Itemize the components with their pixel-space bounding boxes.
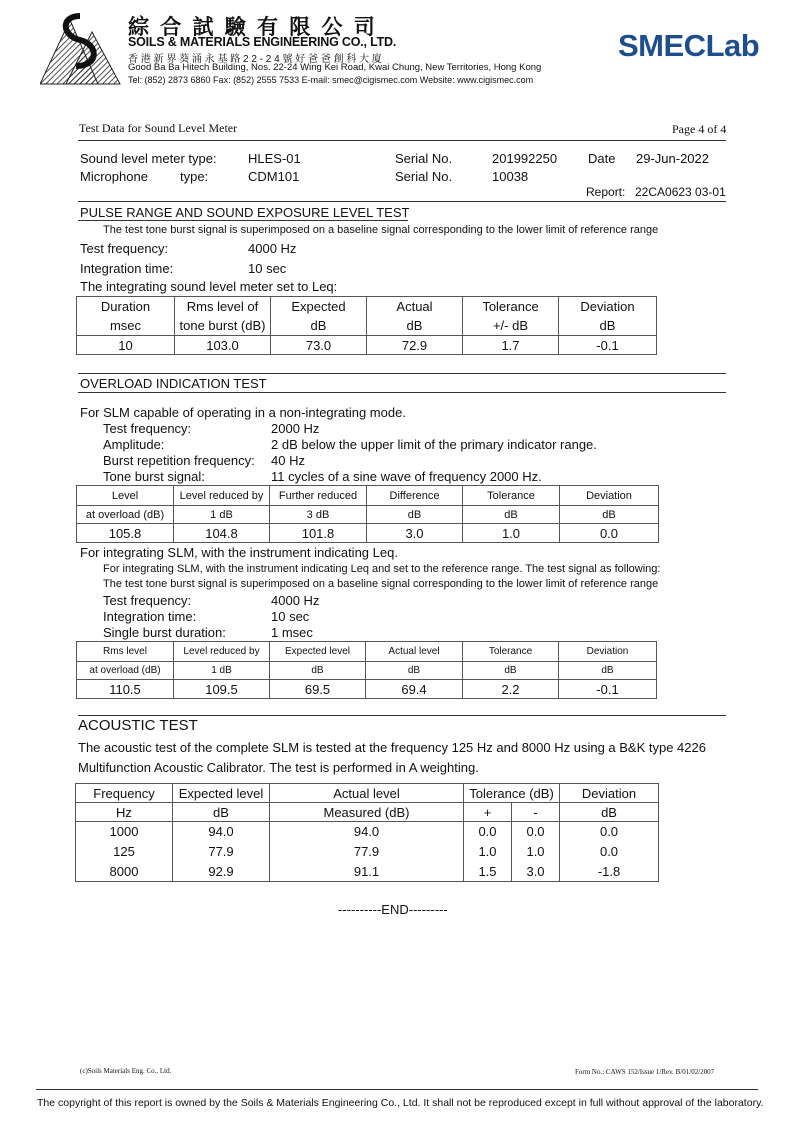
footer-form-number: Form No.: CAWS 152/Issue 1/Rev. B/01/02/2007	[575, 1068, 715, 1076]
overload-amplitude-label: Amplitude:	[103, 437, 165, 452]
report-label: Report:	[586, 185, 626, 199]
overload-frequency-value: 2000 Hz	[271, 421, 320, 436]
overload-table-1	[76, 485, 659, 543]
overload-heading: OVERLOAD INDICATION TEST	[80, 376, 267, 391]
table-header-cell: Duration	[77, 297, 175, 317]
pulse-integration-label: Integration time:	[80, 261, 174, 276]
single-burst-value: 1 msec	[271, 625, 313, 640]
company-english-name: SOILS & MATERIALS ENGINEERING CO., LTD.	[128, 35, 397, 49]
table-cell: 103.0	[175, 336, 271, 355]
table-cell: -1.8	[560, 862, 659, 882]
table-header-cell: at overload (dB)	[77, 662, 174, 680]
table-header-cell: Deviation	[559, 297, 657, 317]
pulse-heading: PULSE RANGE AND SOUND EXPOSURE LEVEL TEST	[80, 205, 410, 220]
table-cell: 69.5	[270, 680, 366, 699]
table-cell: 3.0	[512, 862, 560, 882]
footer-divider	[36, 1089, 758, 1090]
table-row	[77, 680, 657, 699]
document-title: Test Data for Sound Level Meter	[79, 121, 238, 135]
tone-burst-value: 11 cycles of a sine wave of frequency 2000 Hz.	[271, 469, 542, 484]
overload-integration-2-value: 10 sec	[271, 609, 310, 624]
table-header-cell: Frequency	[76, 784, 173, 803]
date-value: 29-Jun-2022	[636, 151, 709, 166]
copyright-notice: The copyright of this report is owned by the Soils & Materials Engineering Co., Ltd. It shall not be reproduced except in full without approval of the laboratory.	[37, 1097, 764, 1109]
table-row	[76, 822, 659, 842]
table-header-cell: -	[512, 803, 560, 822]
pulse-heading-underline	[78, 220, 408, 221]
table-cell: 10	[77, 336, 175, 355]
overload-intro: For SLM capable of operating in a non-integrating mode.	[80, 405, 406, 420]
overload-intro-2: For integrating SLM, with the instrument indicating Leq.	[80, 545, 398, 560]
table-header-cell: Hz	[76, 803, 173, 822]
table-header-cell: dB	[173, 803, 270, 822]
table-header-cell: +	[464, 803, 512, 822]
company-logo	[40, 10, 122, 86]
table-header-cell: Level reduced by	[174, 486, 270, 506]
table-header-cell: dB	[367, 506, 463, 524]
microphone-type-label: type:	[180, 169, 209, 184]
table-header-cell: Measured (dB)	[270, 803, 464, 822]
date-label: Date	[588, 151, 616, 166]
table-cell: 69.4	[366, 680, 463, 699]
overload-description-2b: The test tone burst signal is superimposed on a baseline signal corresponding to the lower limit of reference range	[103, 578, 659, 590]
table-header-cell: tone burst (dB)	[175, 317, 271, 336]
table-header-cell: Deviation	[559, 642, 657, 662]
serial-label-2: Serial No.	[395, 169, 453, 184]
table-header-cell: dB	[559, 317, 657, 336]
burst-repetition-value: 40 Hz	[271, 453, 305, 468]
company-chinese-name: 綜 合 試 驗 有 限 公 司	[128, 15, 378, 39]
header-divider	[78, 140, 726, 141]
pulse-table-header-row-2	[77, 317, 657, 336]
table-header-cell: Level	[77, 486, 174, 506]
acoustic-description-2: Multifunction Acoustic Calibrator. The test is performed in A weighting.	[78, 760, 479, 775]
overload-frequency-2-value: 4000 Hz	[271, 593, 320, 608]
table-cell: 73.0	[271, 336, 367, 355]
pulse-frequency-value: 4000 Hz	[248, 241, 297, 256]
table-row	[77, 524, 659, 543]
table-cell: 105.8	[77, 524, 174, 543]
table-header-cell: dB	[463, 506, 560, 524]
footer-left-note: (c)Soils Materials Eng. Co., Ltd.	[80, 1067, 172, 1075]
table-cell: 1.0	[463, 524, 560, 543]
table-cell: 91.1	[270, 862, 464, 882]
overload-table-2-header-row-2	[77, 662, 657, 680]
table-header-cell: Actual level	[366, 642, 463, 662]
microphone-label: Microphone	[80, 169, 148, 184]
table-cell: 1.0	[512, 842, 560, 862]
table-header-cell: Difference	[367, 486, 463, 506]
table-cell: -0.1	[559, 680, 657, 699]
lab-logo-text: SMECLab	[618, 28, 760, 63]
serial-label-1: Serial No.	[395, 151, 453, 166]
overload-integration-2-label: Integration time:	[103, 609, 197, 624]
section-divider	[78, 373, 726, 374]
table-cell: 125	[76, 842, 173, 862]
pulse-integration-value: 10 sec	[248, 261, 287, 276]
pulse-description: The test tone burst signal is superimposed on a baseline signal corresponding to the lower limit of reference range	[103, 224, 659, 236]
table-cell: 94.0	[173, 822, 270, 842]
overload-frequency-label: Test frequency:	[103, 421, 192, 436]
burst-repetition-label: Burst repetition frequency:	[103, 453, 255, 468]
table-cell: 0.0	[560, 822, 659, 842]
table-cell: 110.5	[77, 680, 174, 699]
table-cell: -0.1	[559, 336, 657, 355]
table-cell: 104.8	[174, 524, 270, 543]
table-header-cell: dB	[366, 662, 463, 680]
table-header-cell: dB	[559, 662, 657, 680]
table-cell: 1.0	[464, 842, 512, 862]
table-header-cell: dB	[270, 662, 366, 680]
acoustic-table-header-row-2	[76, 803, 659, 822]
table-header-cell: Expected level	[173, 784, 270, 803]
company-contact: Tel: (852) 2873 6860 Fax: (852) 2555 7533 E-mail: smec@cigismec.com Website: www.cigismec.com	[128, 75, 534, 85]
single-burst-label: Single burst duration:	[103, 625, 226, 640]
overload-table-2	[76, 641, 657, 699]
table-row	[76, 842, 659, 862]
acoustic-heading: ACOUSTIC TEST	[78, 717, 198, 734]
table-cell: 2.2	[463, 680, 559, 699]
table-cell: 92.9	[173, 862, 270, 882]
overload-frequency-2-label: Test frequency:	[103, 593, 192, 608]
table-header-cell: Rms level	[77, 642, 174, 662]
table-header-cell: dB	[271, 317, 367, 336]
overload-amplitude-value: 2 dB below the upper limit of the primary indicator range.	[271, 437, 597, 452]
overload-table-1-header-row-2	[77, 506, 659, 524]
tone-burst-label: Tone burst signal:	[103, 469, 205, 484]
serial-value-2: 10038	[492, 169, 529, 184]
table-cell: 77.9	[173, 842, 270, 862]
table-cell: 77.9	[270, 842, 464, 862]
table-cell: 101.8	[270, 524, 367, 543]
table-cell: 1000	[76, 822, 173, 842]
table-header-cell: Tolerance	[463, 297, 559, 317]
table-header-cell: Actual	[367, 297, 463, 317]
pulse-table-header-row-1	[77, 297, 657, 317]
table-header-cell: Expected	[271, 297, 367, 317]
slm-type-label: Sound level meter type:	[80, 151, 217, 166]
table-header-cell: Further reduced	[270, 486, 367, 506]
table-cell: 1.7	[463, 336, 559, 355]
table-header-cell: 1 dB	[174, 662, 270, 680]
table-header-cell: 1 dB	[174, 506, 270, 524]
table-cell: 8000	[76, 862, 173, 882]
pulse-table	[76, 296, 657, 355]
table-cell: 0.0	[512, 822, 560, 842]
table-row	[76, 862, 659, 882]
table-cell: 72.9	[367, 336, 463, 355]
table-header-cell: Level reduced by	[174, 642, 270, 662]
table-header-cell: Rms level of	[175, 297, 271, 317]
table-cell: 0.0	[464, 822, 512, 842]
table-header-cell: dB	[560, 506, 659, 524]
page-number: Page 4 of 4	[672, 122, 727, 136]
end-marker: ----------END---------	[338, 902, 448, 917]
overload-heading-underline	[78, 392, 726, 393]
pulse-note: The integrating sound level meter set to Leq:	[80, 279, 338, 294]
table-header-cell: dB	[560, 803, 659, 822]
table-header-cell: dB	[463, 662, 559, 680]
acoustic-table-header-row-1	[76, 784, 659, 803]
pulse-frequency-label: Test frequency:	[80, 241, 169, 256]
microphone-value: CDM101	[248, 169, 300, 184]
meta-divider	[78, 201, 726, 202]
table-cell: 1.5	[464, 862, 512, 882]
table-header-cell: at overload (dB)	[77, 506, 174, 524]
table-header-cell: 3 dB	[270, 506, 367, 524]
company-chinese-address: 香 港 新 界 葵 涌 永 基 路 2 2 - 2 4 號 好 爸 爸 創 科 大 廈	[128, 54, 382, 65]
table-cell: 109.5	[174, 680, 270, 699]
table-header-cell: +/- dB	[463, 317, 559, 336]
table-header-cell: Deviation	[560, 784, 659, 803]
table-row	[77, 336, 657, 355]
table-header-cell: Expected level	[270, 642, 366, 662]
table-header-cell: dB	[367, 317, 463, 336]
table-cell: 0.0	[560, 842, 659, 862]
acoustic-description-1: The acoustic test of the complete SLM is tested at the frequency 125 Hz and 8000 Hz using a B&K type 4226	[78, 740, 706, 755]
overload-description-2a: For integrating SLM, with the instrument indicating Leq and set to the reference range. The test signal as following:	[103, 563, 661, 575]
slm-type-value: HLES-01	[248, 151, 301, 166]
company-address: Good Ba Ba Hitech Building, Nos. 22-24 Wing Kei Road, Kwai Chung, New Territories, Hong Kong	[128, 62, 542, 73]
table-cell: 94.0	[270, 822, 464, 842]
table-header-cell: msec	[77, 317, 175, 336]
table-header-cell: Tolerance	[463, 642, 559, 662]
overload-table-2-header-row-1	[77, 642, 657, 662]
table-header-cell: Tolerance	[463, 486, 560, 506]
table-header-cell: Tolerance (dB)	[464, 784, 560, 803]
table-header-cell: Actual level	[270, 784, 464, 803]
serial-value-1: 201992250	[492, 151, 558, 166]
acoustic-table	[75, 783, 659, 882]
table-header-cell: Deviation	[560, 486, 659, 506]
report-value: 22CA0623 03-01	[635, 185, 726, 199]
section-divider	[78, 715, 726, 716]
overload-table-1-header-row-1	[77, 486, 659, 506]
table-cell: 0.0	[560, 524, 659, 543]
table-cell: 3.0	[367, 524, 463, 543]
